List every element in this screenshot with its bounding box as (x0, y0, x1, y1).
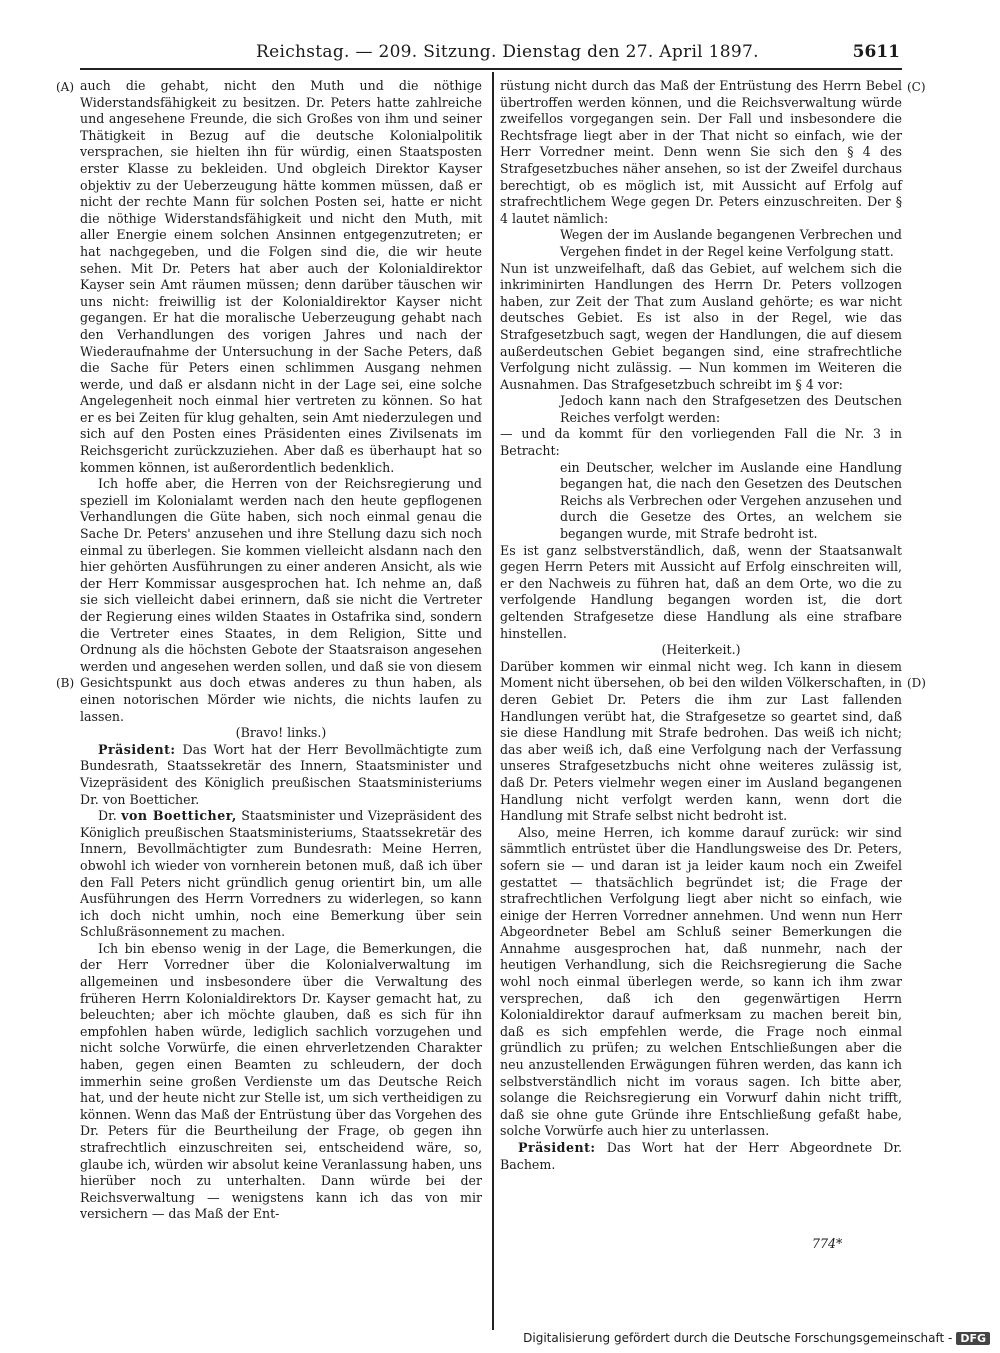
right-column (500, 78, 902, 1173)
running-header (80, 42, 900, 66)
paragraph: Ich hoffe aber, die Herren von der Reichsregierung und speziell im Kolonialamt werden nach den heute gepflogenen Verhandlungen die Güte haben, sich noch einmal genau die Sache Dr. Peters' anzusehen und ihre Stellung dazu sich noch einmal zu überlegen. Sie kommen vielleicht alsdann nach den hier gehörten Ausführungen zu einer anderen Ansicht, als wie der Herr Kommissar ausgesprochen hat. Ich nehme an, daß sie sich vielleicht dabei erinnern, daß sie nicht die Vertreter der Regierung eines wilden Staates in Ostafrika sind, sondern die Vertreter eines Staates, in dem Religion, Sitte und Ordnung als die höchsten Gebote der Staatsraison angesehen werden und angesehen werden sollen, und daß sie von diesem Gesichtspunkt aus doch etwas anderes zu thun haben, als einen notorischen Mörder wie nichts, die nichts laufen zu lassen. (80, 476, 482, 724)
margin-mark-c: (C) (907, 80, 926, 94)
law-quote: Jedoch kann nach den Strafgesetzen des Deutschen Reiches verfolgt werden: (560, 393, 902, 425)
speaker-label: Präsident: (98, 741, 176, 757)
column-divider (492, 72, 494, 1330)
dfg-logo: DFG (956, 1332, 990, 1345)
paragraph: rüstung nicht durch das Maß der Entrüstung des Herrn Bebel übertroffen werden können, und die Reichsverwaltung würde zweifellos vorgegangen sein. Der Fall und insbesondere die Rechtsfrage liegt aber in der That nicht so einfach, wie der Herr Vorredner meint. Denn wenn Sie sich den § 4 des Strafgesetzbuches näher ansehen, so ist der Zweifel durchaus berechtigt, ob es möglich ist, mit Aussicht auf Erfolg auf strafrechtlichem Wege gegen Dr. Peters einzuschreiten. Der § 4 lautet nämlich: (500, 78, 902, 226)
laughter-note: (Heiterkeit.) (661, 642, 741, 658)
margin-mark-b: (B) (56, 676, 75, 690)
paragraph-text: Staatsminister und Vizepräsident des Königlich preußischen Staatsministeriums, Staatssekretär des Innern, Bevollmächtigter zum Bundesrath: Meine Herren, obwohl ich wieder von vornherein betonen muß, daß ich über den Fall Peters nicht gründlich genug orientirt bin, um alle Ausführungen des Herrn Vorredners zu widerlegen, so kann ich doch nicht umhin, noch eine Bemerkung über sein Schlußräsonnement zu machen. (80, 808, 482, 940)
speaker-label: Präsident: (518, 1140, 596, 1155)
paragraph: Ich bin ebenso wenig in der Lage, die Bemerkungen, die der Herr Vorredner über die Kolonialverwaltung im allgemeinen und insbesondere über die Verwaltung des früheren Herrn Kolonialdirektors Dr. Kayser gemacht hat, zu beleuchten; aber ich möchte glauben, daß es sich für ihn empfohlen haben würde, lediglich sachlich vorzugehen und nicht solche Vorwürfe, die einen ehrverletzenden Charakter haben, gegen einen Beamten zu schleudern, der doch immerhin seine großen Verdienste um das Deutsche Reich hat, und der heute nicht zur Stelle ist, um sich vertheidigen zu können. Wenn das Maß der Entrüstung über das Vorgehen des Dr. Peters für die Beurtheilung der Frage, ob gegen ihn strafrechtlich einzuschreiten sei, entscheidend wäre, so, glaube ich, würden wir absolut keine Veranlassung haben, uns hierüber noch zu unterhalten. Dann würde bei der Reichsverwaltung — wenigstens kann ich das von mir versichern — das Maß der Ent- (80, 940, 482, 1222)
digitization-footer (523, 1331, 990, 1345)
paragraph-text: Das Wort hat der Herr Bevollmächtigte zum Bundesrath, Staatssekretär des Innern, Staatsminister und Vizepräsident des Königlich preußischen Staatsministeriums Dr. von Boetticher. (80, 741, 482, 807)
law-quote: Wegen der im Auslande begangenen Verbrechen und Vergehen findet in der Regel keine Verfolgung statt. (560, 227, 902, 259)
paragraph: Darüber kommen wir einmal nicht weg. Ich kann in diesem Moment nicht übersehen, ob bei den wilden Völkerschaften, in deren Gebiet Dr. Peters die ihm zur Last fallenden Handlungen verübt hat, die Strafgesetze so geartet sind, daß sie diese Handlung mit Strafe bedrohen. Das weiß ich nicht; das aber weiß ich, daß eine Verfolgung nach der Verfassung unseres Strafgesetzbuchs nicht ohne weiteres zulässig ist, daß Dr. Peters vielmehr wegen einer im Ausland begangenen Handlung nicht verfolgt werden kann, wenn dort die Handlung mit Strafe selbst nicht bedroht ist. (500, 658, 902, 824)
paragraph-text: Das Wort hat der Herr Abgeordnete Dr. Bachem. (500, 1140, 902, 1172)
paragraph: auch die gehabt, nicht den Muth und die nöthige Widerstandsfähigkeit zu besitzen. Dr. Peters hatte zahlreiche und angesehene Freunde, die sich Großes von ihm und seiner Thätigkeit in Bezug auf die deutsche Kolonialpolitik versprachen, sie hielten ihn für würdig, einen Staatsposten erster Klasse zu bekleiden. Und obgleich Direktor Kayser objektiv zu der Ueberzeugung hätte kommen müssen, daß er nicht der rechte Mann für solchen Posten sei, hatte er nicht die nöthige Widerstandsfähigkeit und nicht den Muth, mit aller Energie einem solchen Ansinnen entgegenzutreten; er hat nachgegeben, und die Folgen sind die, die wir heute sehen. Mit Dr. Peters hat aber auch der Kolonialdirektor Kayser sein Amt räumen müssen; denn darüber täuschen wir uns nicht: freiwillig ist der Kolonialdirektor Kayser nicht gegangen. Er hat die moralische Ueberzeugung gehabt nach den Verhandlungen des vorigen Jahres und nach der Wiederaufnahme der Untersuchung in der Sache Peters, daß die Sache für Peters einen schlimmen Ausgang nehmen werde, und daß er alsdann nicht in der Lage sei, eine solche Angelegenheit noch einmal hier vertreten zu können. So hat er es bei Zeiten für klug gehalten, sein Amt niederzulegen und sich auf den Posten eines Präsidenten eines Zivilsenats im Reichsgericht zurückzuziehen. Aber daß es überhaupt hat so kommen können, ist außerordentlich bedenklich. (80, 78, 482, 475)
sheet-number: 774* (812, 1236, 843, 1251)
footer-text: Digitalisierung gefördert durch die Deutsche Forschungsgemeinschaft - (523, 1331, 953, 1345)
law-quote: ein Deutscher, welcher im Auslande eine Handlung begangen hat, die nach den Gesetzen des Deutschen Reichs als Verbrechen oder Vergehen anzusehen und durch die Gesetze des Ortes, an welchem sie begangen wurde, mit Strafe bedroht ist. (560, 459, 902, 542)
speaker-name: von Boetticher, (121, 808, 237, 824)
margin-mark-d: (D) (907, 676, 926, 690)
paragraph: Also, meine Herren, ich komme darauf zurück: wir sind sämmtlich entrüstet über die Handlungsweise des Dr. Peters, sofern sie — und daran ist ja leider kaum noch ein Zweifel gestattet — thatsächlich begründet ist; die Frage der strafrechtlichen Verfolgung liegt aber nicht so einfach, wie einige der Herren Vorredner annehmen. Und wenn nun Herr Abgeordneter Bebel am Schluß seiner Bemerkungen die Annahme ausgesprochen hat, daß nunmehr, nach der heutigen Verhandlung, sich die Reichsregierung die Sache wohl noch einmal überlegen werde, so kann ich ihm zwar versprechen, daß ich den gegenwärtigen Herrn Kolonialdirektor darauf aufmerksam zu machen bereit bin, daß es sich empfehlen werde, die Frage noch einmal gründlich zu prüfen; zu welchen Entschließungen aber die neu anzustellenden Erwägungen führen werden, das kann ich selbstverständlich nicht im voraus sagen. Ich bitte aber, solange die Reichsregierung ein Vorwurf dahin nicht trifft, daß sie ohne gute Gründe ihre Entschließung gefaßt habe, solche Vorwürfe auch hier zu unterlassen. (500, 824, 902, 1139)
speaker-paragraph (80, 742, 482, 808)
page-number: 5611 (852, 42, 900, 62)
header-title: Reichstag. — 209. Sitzung. Dienstag den 27. April 1897. (256, 42, 759, 62)
margin-mark-a: (A) (56, 80, 75, 94)
speaker-paragraph (500, 1140, 902, 1173)
speaker-title: Dr. (98, 808, 117, 824)
paragraph: Es ist ganz selbstverständlich, daß, wenn der Staatsanwalt gegen Herrn Peters mit Aussicht auf Erfolg einschreiten will, er den Nachweis zu führen hat, daß an dem Orte, wo die zu verfolgende Handlung begangen worden ist, die dort geltenden Strafgesetze diese Handlung als eine strafbare hinstellen. (500, 542, 902, 641)
left-column (80, 78, 482, 1223)
applause-note: (Bravo! links.) (235, 725, 327, 741)
header-rule (80, 68, 902, 70)
paragraph: — und da kommt für den vorliegenden Fall die Nr. 3 in Betracht: (500, 426, 902, 459)
paragraph: Nun ist unzweifelhaft, daß das Gebiet, auf welchem sich die inkriminirten Handlungen des Herrn Dr. Peters vollzogen haben, zur Zeit der That zum Ausland gehörte; es war nicht deutsches Gebiet. Es ist also in der Regel, wie das Strafgesetzbuch sagt, wegen der Handlungen, die auf diesem außerdeutschen Gebiet begangen sind, eine strafrechtliche Verfolgung nicht zulässig. — Nun kommen im Weiteren die Ausnahmen. Das Strafgesetzbuch schreibt im § 4 vor: (500, 260, 902, 392)
speaker-paragraph (80, 808, 482, 941)
